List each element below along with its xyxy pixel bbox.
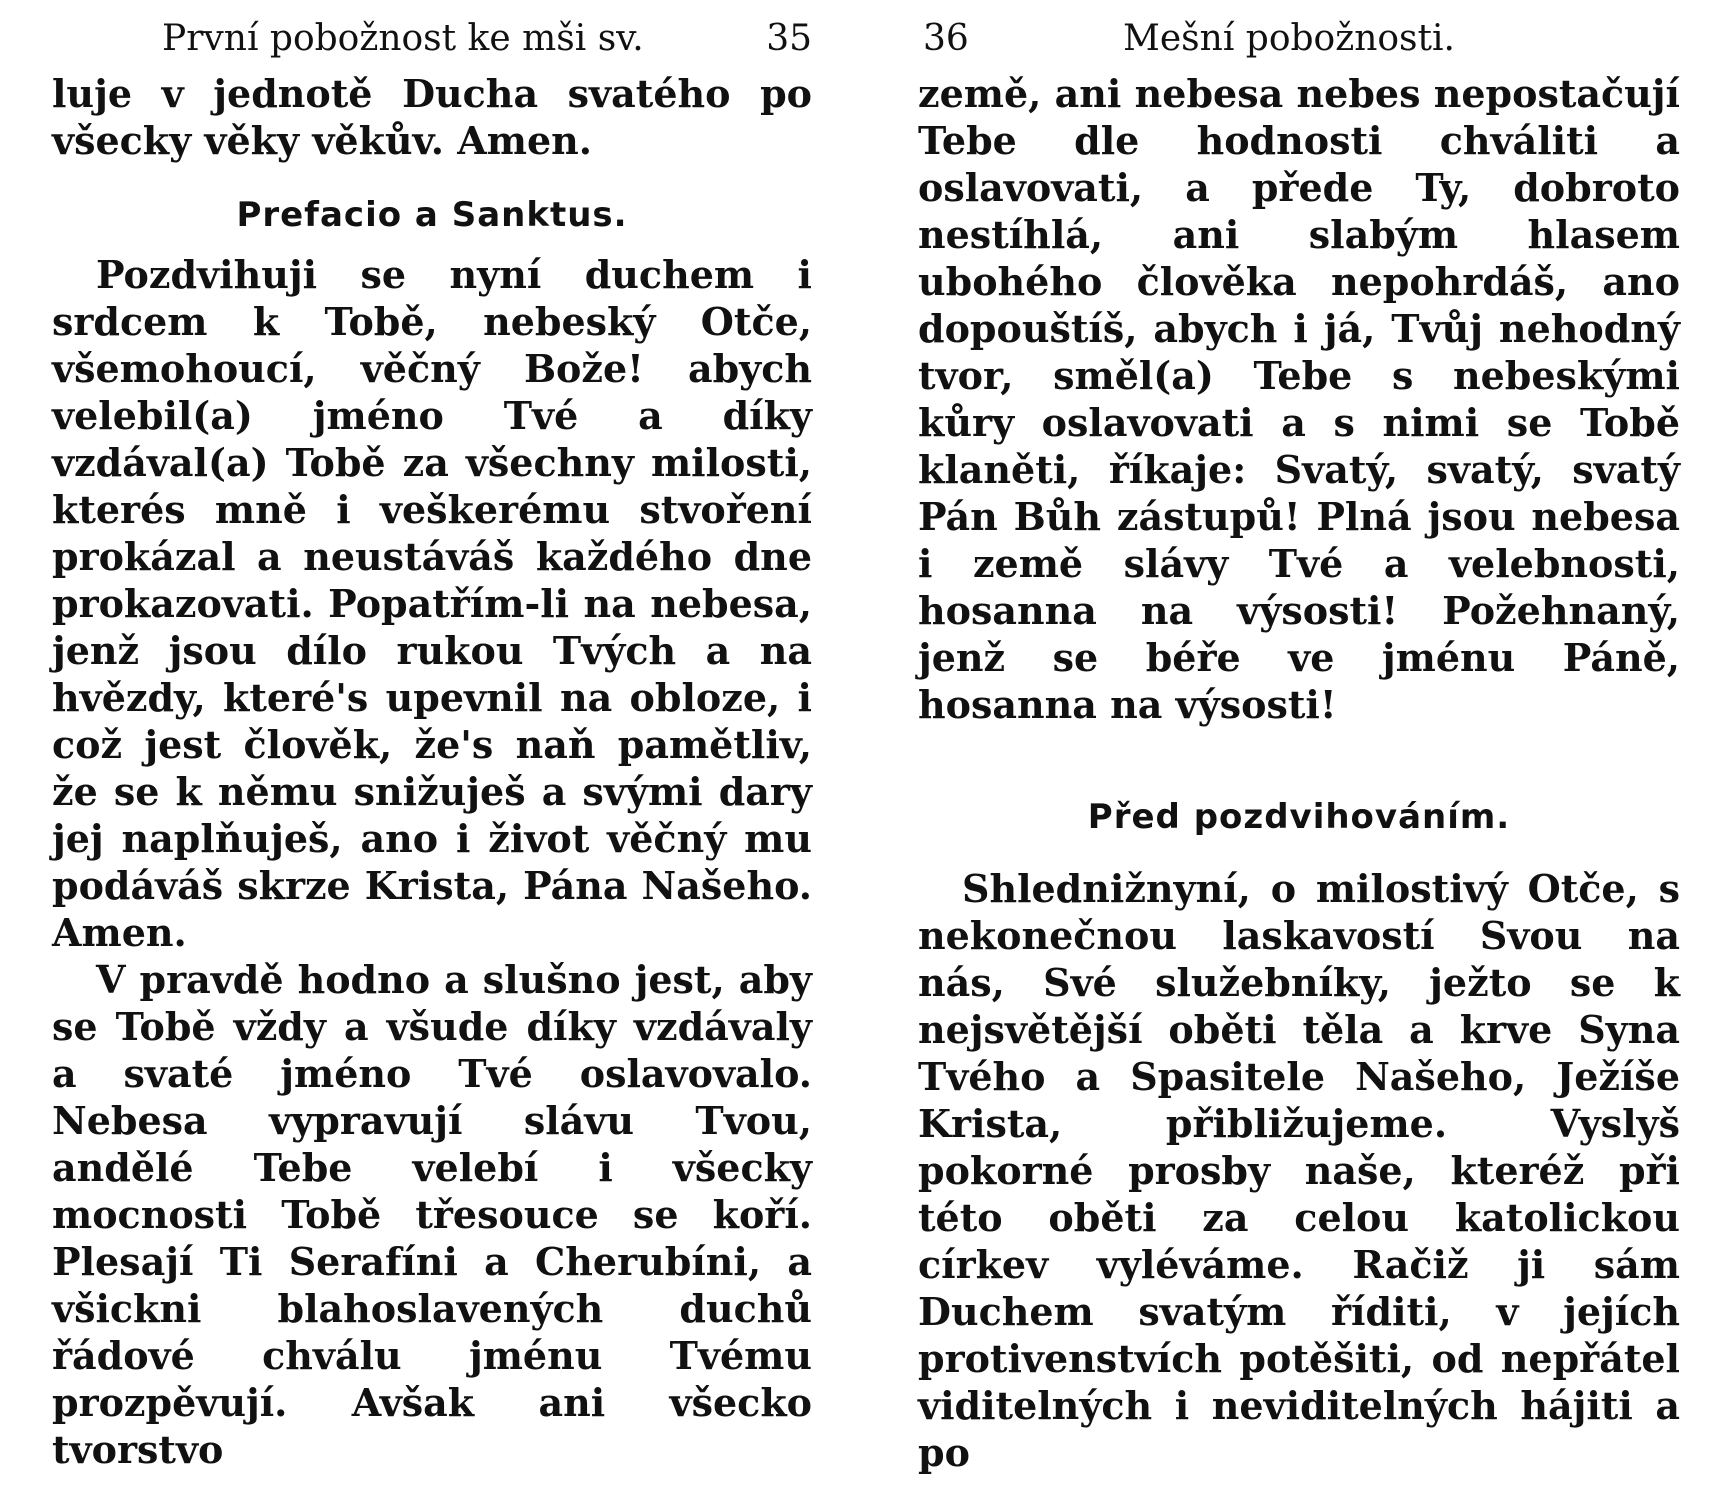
right-paragraph-1: Shlednižnyní, o milostivý Otče, s nekonečnou laskavostí Svou na nás, Své služebníky, ježto se k nejsvětější oběti těla a krve Syna Tvého a Spasitele Našeho, Ježíše Krista, přibližujeme. Vyslyš pokorné prosby naše, kteréž při této oběti za celou katolickou církev vyléváme. Račiž ji sám Duchem svatým říditi, v jejích protivenstvích potěšiti, od nepřátel viditelných i neviditelných hájiti a po bbox=[918, 866, 1680, 1475]
right-running-title: Mešní pobožnosti. bbox=[1123, 18, 1455, 59]
left-running-head bbox=[52, 0, 812, 70]
right-running-head bbox=[918, 0, 1680, 70]
left-body bbox=[52, 70, 812, 1473]
right-page bbox=[918, 0, 1680, 1476]
right-body bbox=[918, 70, 1680, 1476]
left-section-heading: Prefacio a Sanktus. bbox=[236, 195, 628, 235]
right-section-heading: Před pozdvihováním. bbox=[1087, 797, 1511, 837]
right-page-number: 36 bbox=[923, 18, 969, 59]
right-continuation: země, ani nebesa nebes nepostačují Tebe dle hodnosti chváliti a oslavovati, a přede Ty, dobroto nestíhlá, ani slabým hlasem ubohého člověka nepohrdáš, ano dopouštíš, abych i já, Tvůj nehodný tvor, směl(a) Tebe s nebeskými kůry oslavovati a s nimi se Tobě klaněti, říkaje: Svatý, svatý, svatý Pán Bůh zástupů! Plná jsou nebesa i země slávy Tvé a velebnosti, hosanna na výsosti! Požehnaný, jenž se béře ve jménu Páně, hosanna na výsosti! bbox=[918, 71, 1680, 727]
left-paragraph-2: V pravdě hodno a slušno jest, aby se Tobě vždy a všude díky vzdávaly a svaté jméno Tvé oslavovalo. Nebesa vypravují slávu Tvou, andělé Tebe velebí i všecky mocnosti Tobě třesouce se koří. Plesají Ti Serafíni a Cherubíni, a všickni blahoslavených duchů řádové chválu jménu Tvému prozpěvují. Avšak ani všecko tvorstvo bbox=[52, 957, 812, 1472]
left-running-title: První pobožnost ke mši sv. bbox=[162, 18, 644, 59]
left-continuation: luje v jednotě Ducha svatého po všecky věky věkův. Amen. bbox=[52, 71, 812, 163]
left-page bbox=[52, 0, 812, 1473]
left-page-number: 35 bbox=[766, 18, 812, 59]
left-paragraph-1: Pozdvihuji se nyní duchem i srdcem k Tobě, nebeský Otče, všemohoucí, věčný Bože! abych velebil(a) jméno Tvé a díky vzdával(a) Tobě za všechny milosti, kterés mně i veškerému stvoření prokázal a neustáváš každého dne prokazovati. Popatřím-li na nebesa, jenž jsou dílo rukou Tvých a na hvězdy, které's upevnil na obloze, i což jest člověk, že's naň pamětliv, že se k němu snižuješ a svými dary jej naplňuješ, ano i život věčný mu podáváš skrze Krista, Pána Našeho. Amen. bbox=[52, 252, 812, 955]
